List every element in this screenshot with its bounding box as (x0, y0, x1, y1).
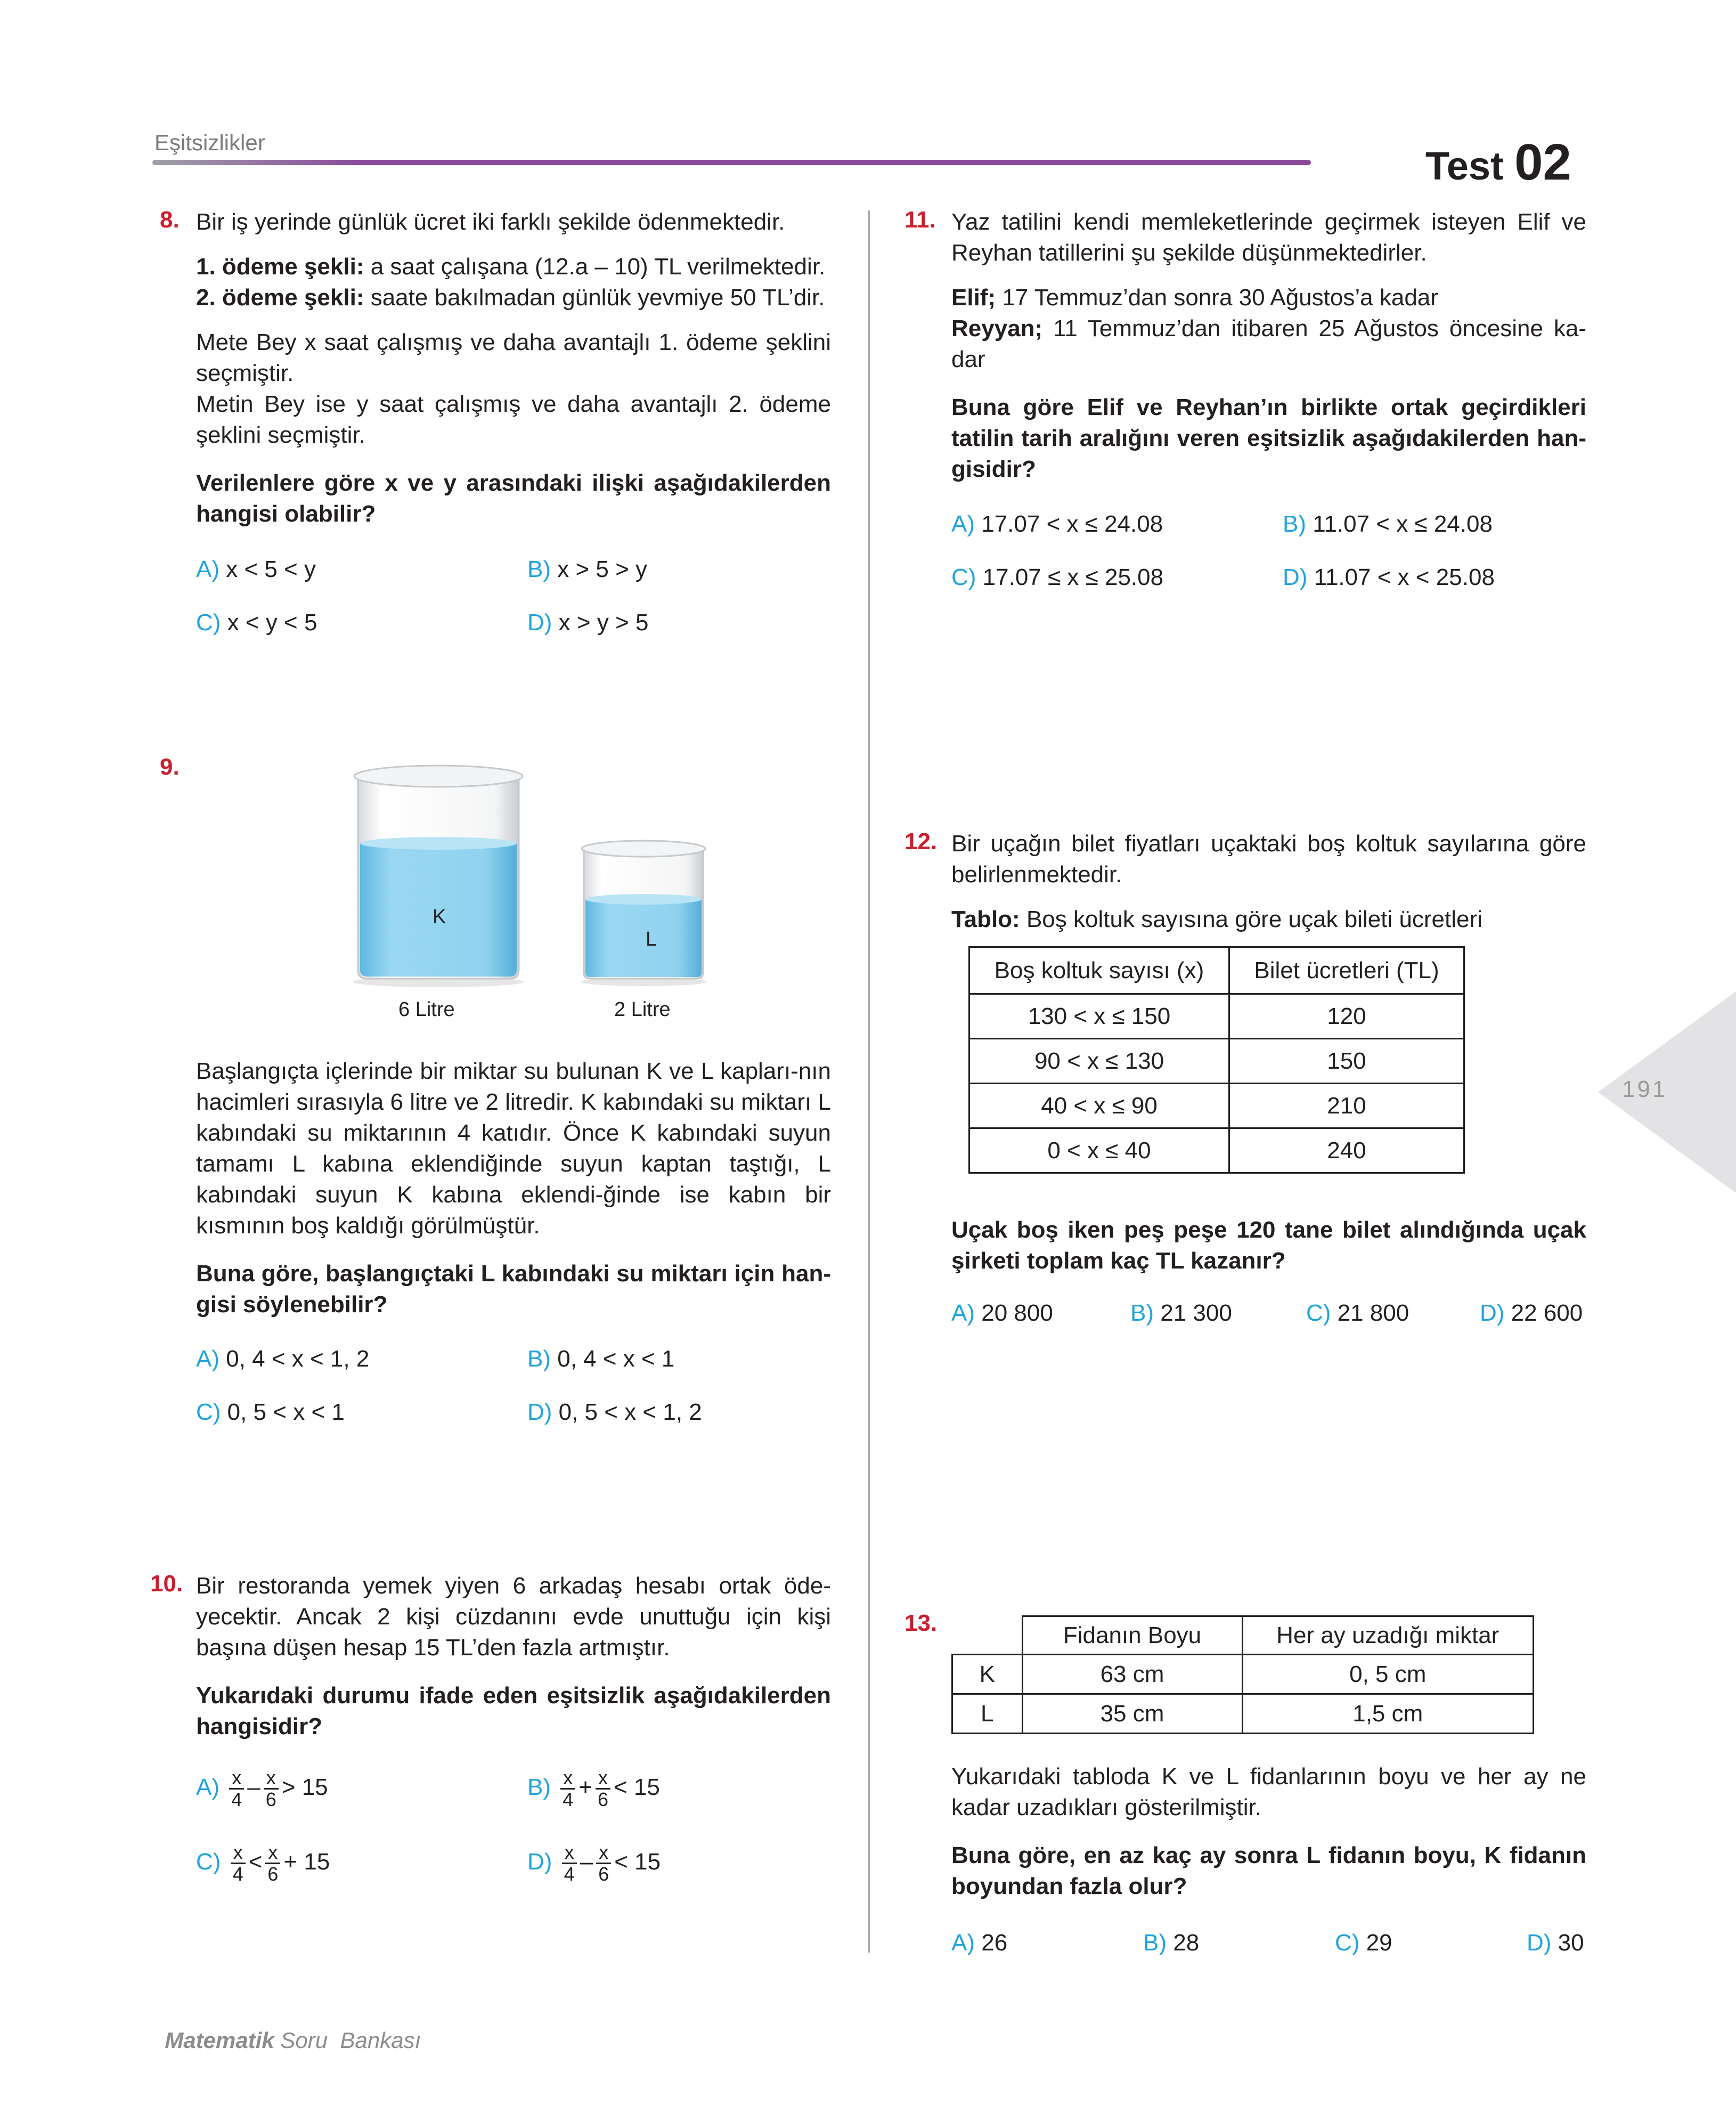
numerator: x (596, 1842, 611, 1864)
option-text: 28 (1173, 1930, 1200, 1956)
denominator: 6 (598, 1863, 609, 1885)
denominator: 4 (563, 1788, 574, 1810)
option-text: 30 (1558, 1930, 1584, 1956)
q13-sapling-table (951, 1615, 1534, 1734)
q11-option-b[interactable] (1283, 509, 1493, 540)
table-row (969, 1128, 1464, 1173)
denominator: 4 (564, 1863, 575, 1885)
option-text: 11.07 < x ≤ 24.08 (1313, 511, 1493, 537)
option-text: x > y > 5 (558, 609, 649, 636)
option-letter: C) (1335, 1930, 1360, 1956)
q11-elif-label: Elif; (951, 284, 996, 311)
option-text: x < y < 5 (227, 609, 317, 636)
beaker-l-label: L (646, 928, 657, 950)
option-tail: + 15 (283, 1849, 330, 1875)
q8-way1 (196, 251, 831, 282)
option-letter: C) (196, 1399, 221, 1425)
option-letter: A) (196, 1346, 219, 1372)
question-8 (196, 207, 831, 530)
q13-option-d[interactable] (1527, 1928, 1584, 1958)
q12-option-d[interactable] (1480, 1298, 1583, 1329)
table-row (952, 1694, 1534, 1734)
q11-elif-text: 17 Temmuz’dan sonra 30 Ağustos’a kadar (996, 284, 1438, 311)
option-tail: < 15 (614, 1774, 660, 1801)
numerator: x (265, 1842, 280, 1864)
table-header-cell: Fidanın Boyu (1022, 1616, 1242, 1655)
q11-question: Buna göre Elif ve Reyhan’ın birlikte ortak geçirdikleri tatilin tarih aralığını veren eşitsizlik aşağıdakilerden han-gisidir? (951, 394, 1586, 482)
numerator: x (562, 1842, 577, 1864)
question-9-number: 9. (160, 754, 180, 780)
q9-option-b[interactable] (527, 1344, 674, 1375)
option-text: 0, 5 < x < 1, 2 (558, 1399, 702, 1425)
q12-option-a[interactable] (951, 1298, 1053, 1329)
numerator: x (596, 1768, 610, 1790)
option-letter: B) (1130, 1300, 1154, 1326)
option-text: 20 800 (981, 1300, 1053, 1326)
q9-body: Başlangıçta içlerinde bir miktar su bulunan K ve L kapları-nın hacimleri sırasıyla 6 litre ve 2 litredir. K kabındaki su miktarı L kabındaki su miktarının 4 katıdır. Önce K kabındaki suyun tamamı L kabına eklendiğinde suyun kaptan taştığı, L kabındaki suyun K kabına eklendi-ğinde ise kabın bir kısmının boş kaldığı görülmüştür. (196, 1058, 831, 1239)
q12-table-caption (951, 904, 1586, 935)
footer-brand-bold: Matematik (165, 2028, 274, 2053)
beaker-l (581, 841, 706, 986)
q11-option-d[interactable] (1283, 562, 1495, 593)
table-row-label: L (952, 1694, 1023, 1734)
option-text: 11.07 < x < 25.08 (1314, 564, 1495, 590)
beaker-k-label: K (433, 906, 446, 928)
option-letter: C) (196, 609, 221, 636)
test-label (1425, 133, 1571, 192)
fraction (560, 1768, 575, 1810)
q8-way1-label: 1. ödeme şekli: (196, 254, 364, 280)
question-10-number: 10. (150, 1571, 183, 1597)
q8-option-c[interactable] (196, 607, 317, 638)
option-letter: C) (951, 564, 976, 590)
q11-reyyan-label: Reyyan; (951, 315, 1043, 342)
option-text: 21 300 (1160, 1300, 1232, 1326)
table-cell: 63 cm (1022, 1655, 1242, 1694)
operator: – (247, 1774, 260, 1801)
q12-option-b[interactable] (1130, 1298, 1232, 1329)
q11-option-c[interactable] (951, 562, 1163, 593)
option-letter: A) (951, 1300, 975, 1326)
footer-brand (152, 2002, 421, 2053)
fraction (264, 1768, 279, 1810)
q9-question: Buna göre, başlangıçtaki L kabındaki su miktarı için han-gisi söylenebilir? (196, 1261, 831, 1318)
option-letter: B) (527, 1346, 551, 1372)
table-row (969, 994, 1464, 1039)
fraction (265, 1842, 280, 1884)
q12-price-table (968, 946, 1465, 1174)
operator: – (580, 1849, 593, 1875)
table-cell: 0 < x ≤ 40 (969, 1128, 1229, 1173)
option-text: 22 600 (1511, 1300, 1583, 1326)
option-tail: > 15 (281, 1774, 328, 1801)
denominator: 6 (267, 1863, 279, 1885)
numerator: x (560, 1768, 575, 1790)
beaker-k-capacity: 6 Litre (398, 998, 455, 1021)
option-text: 0, 5 < x < 1 (227, 1399, 345, 1425)
q8-question: Verilenlere göre x ve y arasındaki ilişki aşağıdakilerden hangisi olabilir? (196, 470, 831, 527)
test-word: Test (1425, 144, 1504, 188)
beaker-k (353, 766, 524, 987)
table-cell: 40 < x ≤ 90 (969, 1084, 1229, 1128)
option-letter: D) (1283, 564, 1308, 590)
table-header-cell: Her ay uzadığı miktar (1242, 1616, 1534, 1655)
option-text: 0, 4 < x < 1, 2 (226, 1346, 370, 1372)
q8-option-d[interactable] (527, 607, 648, 638)
option-letter: A) (196, 556, 219, 582)
denominator: 6 (265, 1788, 276, 1810)
page-number: 191 (1622, 1076, 1668, 1102)
table-row (969, 1039, 1464, 1084)
q8-way1-text: a saat çalışana (12.a – 10) TL verilmektedir. (364, 254, 826, 280)
table-cell: 35 cm (1022, 1694, 1242, 1734)
q10-question: Yukarıdaki durumu ifade eden eşitsizlik aşağıdakilerden hangisidir? (196, 1682, 831, 1739)
question-9 (196, 1056, 831, 1320)
q12-intro: Bir uçağın bilet fiyatları uçaktaki boş koltuk sayılarına göre belirlenmektedir. (951, 831, 1586, 888)
table-header-row (952, 1616, 1534, 1655)
q11-intro: Yaz tatilini kendi memleketlerinde geçirmek isteyen Elif ve Reyhan tatillerini şu şekilde düşünmektedirler. (951, 209, 1586, 266)
beakers-figure (341, 759, 724, 988)
q10-option-c[interactable] (196, 1842, 330, 1884)
question-8-number: 8. (160, 207, 180, 233)
table-header-cell: Boş koltuk sayısı (x) (969, 947, 1229, 994)
fraction (596, 1842, 611, 1884)
option-letter: A) (951, 511, 975, 537)
option-letter: D) (527, 1849, 552, 1875)
operator: + (578, 1774, 592, 1801)
option-letter: B) (527, 556, 551, 582)
table-header-cell: Bilet ücretleri (TL) (1229, 947, 1464, 994)
option-letter: D) (1527, 1930, 1552, 1956)
q10-option-a[interactable] (196, 1768, 328, 1810)
q10-option-b[interactable] (527, 1768, 660, 1810)
table-row-label: K (952, 1655, 1023, 1694)
q13-option-a[interactable] (951, 1928, 1007, 1958)
question-13 (951, 1761, 1586, 1902)
table-header-row (969, 947, 1464, 994)
option-text: x > 5 > y (557, 556, 647, 582)
table-cell: 130 < x ≤ 150 (969, 994, 1229, 1039)
numerator: x (231, 1842, 246, 1864)
q13-option-b[interactable] (1143, 1928, 1199, 1958)
q10-option-d[interactable] (527, 1842, 661, 1884)
denominator: 6 (597, 1788, 608, 1810)
fraction (596, 1768, 610, 1810)
numerator: x (229, 1768, 244, 1790)
q8-way2 (196, 282, 831, 313)
header-rule (152, 160, 1311, 165)
q11-elif (951, 282, 1586, 313)
option-letter: A) (951, 1930, 975, 1956)
fraction (231, 1842, 246, 1884)
option-letter: B) (1143, 1930, 1167, 1956)
question-12-intro (951, 828, 1586, 935)
table-cell: 0, 5 cm (1242, 1655, 1534, 1694)
q12-question: Uçak boş iken peş peşe 120 tane bilet alındığında uçak şirketi toplam kaç TL kazanır? (951, 1217, 1586, 1274)
denominator: 4 (232, 1863, 243, 1885)
test-number: 02 (1514, 134, 1571, 191)
table-row (969, 1084, 1464, 1128)
option-text: 17.07 < x ≤ 24.08 (981, 511, 1163, 537)
table-cell: 90 < x ≤ 130 (969, 1039, 1229, 1084)
q8-way2-label: 2. ödeme şekli: (196, 284, 364, 311)
footer-brand-rest: Soru Bankası (280, 2028, 421, 2053)
option-text: 0, 4 < x < 1 (557, 1346, 675, 1372)
q9-option-c[interactable] (196, 1397, 345, 1428)
denominator: 4 (231, 1788, 242, 1810)
q11-reyyan-text: 11 Temmuz’dan itibaren 25 Ağustos öncesine ka-dar (951, 315, 1586, 372)
table-cell: 210 (1229, 1084, 1464, 1128)
question-11 (951, 207, 1586, 485)
option-letter: C) (1306, 1300, 1331, 1326)
option-text: 21 800 (1337, 1300, 1409, 1326)
column-divider (868, 210, 870, 1953)
q8-way2-text: saate bakılmadan günlük yevmiye 50 TL’dir. (364, 284, 825, 311)
q8-paragraph-2: Metin Bey ise y saat çalışmış ve daha avantajlı 2. ödeme şeklini seçmiştir. (196, 391, 831, 448)
question-12-number: 12. (904, 828, 938, 855)
table-header-corner (952, 1616, 1023, 1655)
q11-reyyan (951, 313, 1586, 375)
option-letter: B) (1283, 511, 1306, 537)
q12-caption-text: Boş koltuk sayısına göre uçak bileti ücretleri (1020, 906, 1482, 932)
option-text: 17.07 ≤ x ≤ 25.08 (982, 564, 1164, 590)
option-letter: B) (527, 1774, 551, 1801)
q13-question: Buna göre, en az kaç ay sonra L fidanın boyu, K fidanın boyundan fazla olur? (951, 1842, 1586, 1899)
option-letter: D) (527, 609, 552, 636)
table-cell: 150 (1229, 1039, 1464, 1084)
fraction (229, 1768, 244, 1810)
question-13-number: 13. (904, 1610, 938, 1636)
table-cell: 240 (1229, 1128, 1464, 1173)
q12-option-c[interactable] (1306, 1298, 1409, 1329)
fraction (562, 1842, 577, 1884)
table-row (952, 1655, 1534, 1694)
option-text: x < 5 < y (226, 556, 316, 582)
question-11-number: 11. (904, 207, 936, 233)
q8-paragraph-1: Mete Bey x saat çalışmış ve daha avantajlı 1. ödeme şeklini seçmiştir. (196, 329, 831, 386)
option-letter: D) (1480, 1300, 1505, 1326)
beaker-l-capacity: 2 Litre (614, 998, 671, 1021)
q9-option-a[interactable] (196, 1344, 369, 1375)
option-letter: A) (196, 1774, 219, 1801)
table-cell: 120 (1229, 994, 1464, 1039)
option-text: 29 (1366, 1930, 1392, 1956)
option-letter: D) (527, 1399, 552, 1425)
q9-option-d[interactable] (527, 1397, 702, 1428)
q13-body: Yukarıdaki tabloda K ve L fidanlarının boyu ve her ay ne kadar uzadıkları gösterilmiştir. (951, 1763, 1586, 1820)
question-10 (196, 1571, 831, 1742)
operator: < (248, 1849, 263, 1875)
q13-option-c[interactable] (1335, 1928, 1392, 1958)
q12-caption-label: Tablo: (951, 906, 1020, 932)
table-cell: 1,5 cm (1242, 1694, 1534, 1734)
option-text: 26 (981, 1930, 1008, 1956)
option-letter: C) (196, 1849, 221, 1875)
q10-body: Bir restoranda yemek yiyen 6 arkadaş hesabı ortak öde-yecektir. Ancak 2 kişi cüzdanını evde unuttuğu için kişi başına düşen hesap 15 TL’den fazla artmıştır. (196, 1573, 831, 1661)
q8-option-b[interactable] (527, 554, 647, 585)
numerator: x (264, 1768, 279, 1790)
section-title: Eşitsizlikler (154, 130, 265, 155)
q11-option-a[interactable] (951, 509, 1163, 540)
option-tail: < 15 (614, 1849, 661, 1875)
q8-option-a[interactable] (196, 554, 316, 585)
q8-intro: Bir iş yerinde günlük ücret iki farklı şekilde ödenmektedir. (196, 209, 785, 235)
